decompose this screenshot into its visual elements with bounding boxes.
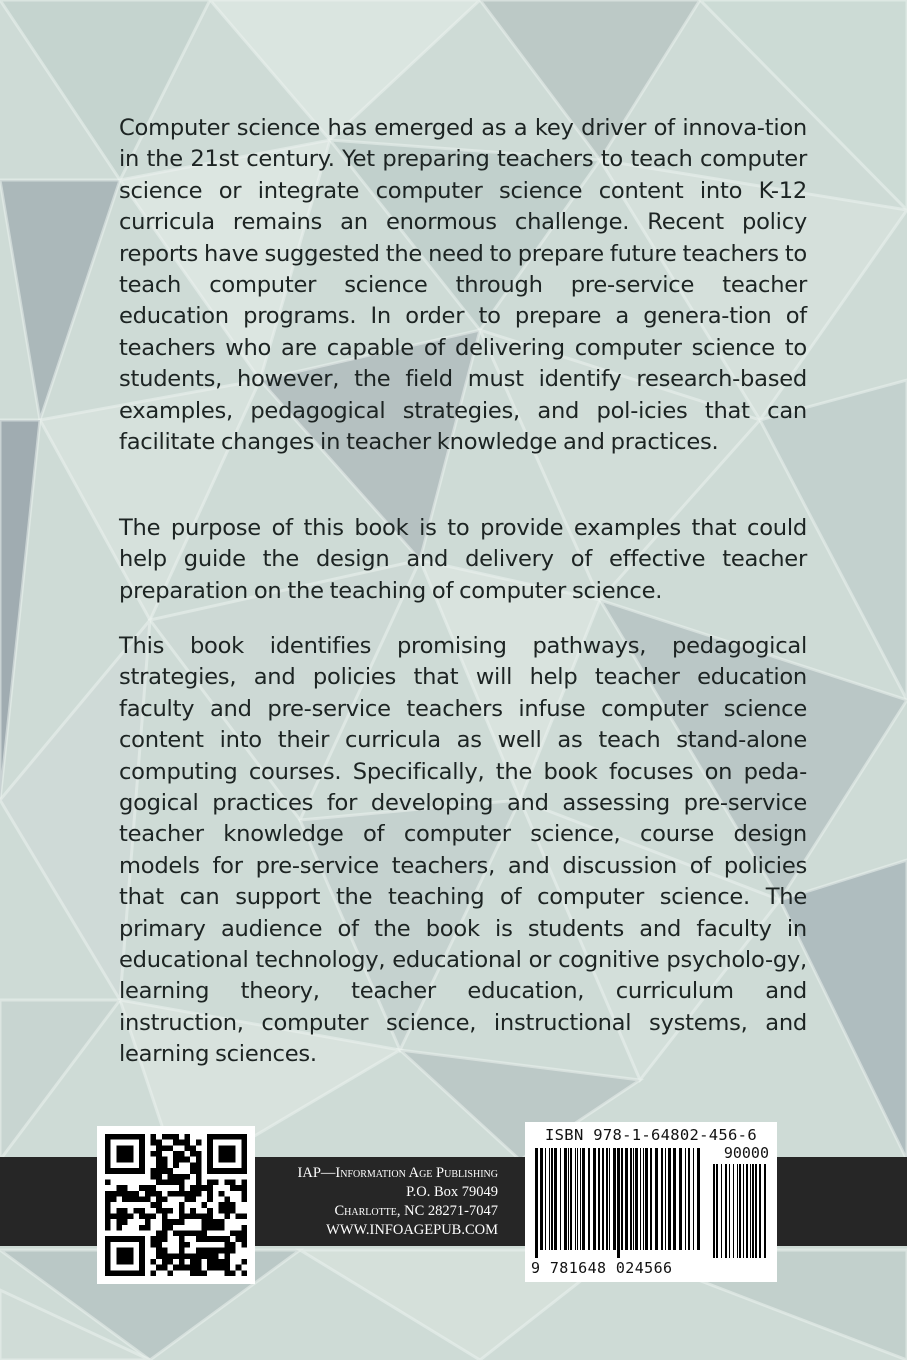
qr-code <box>97 1126 255 1284</box>
publisher-info <box>270 1164 498 1240</box>
isbn-barcode <box>525 1122 777 1282</box>
description-paragraph-1: Computer science has emerged as a key driver of innova-tion in the 21st century. Yet preparing teachers to teach computer science or integrate computer science content into K-12 curricula remains an enormous challenge. Recent policy reports have suggested the need to prepare future teachers to teach computer science through pre-service teacher education programs. In order to prepare a genera-tion of teachers who are capable of delivering computer science to students, however, the field must identify research-based examples, pedagogical strategies, and pol-icies that can facilitate changes in teacher knowledge and practices. <box>119 115 807 456</box>
publisher-city: Charlotte, NC 28271-7047 <box>334 1203 498 1219</box>
description-paragraph-3: This book identifies promising pathways, pedagogical strategies, and policies that will help teacher education faculty and pre-service teachers infuse computer science content into their curricula as well as teach stand-alone computing courses. Specifically, the book focuses on peda-gogical practices for developing and assessing pre-service teacher knowledge of computer science, course design models for pre-service teachers, and discussion of policies that can support the teaching of computer science. The primary audience of the book is students and faculty in educational technology, educational or cognitive psycholo-gy, learning theory, teacher education, curriculum and instruction, computer science, instructional systems, and learning sciences. <box>119 633 807 1068</box>
ean-digits: 9 781648 024566 <box>531 1259 673 1277</box>
isbn-label: ISBN 978-1-64802-456-6 <box>545 1126 757 1144</box>
qr-code-icon <box>105 1134 247 1276</box>
publisher-name: IAP—Information Age Publishing <box>297 1165 498 1181</box>
price-code: 90000 <box>723 1144 769 1162</box>
publisher-po-box: P.O. Box 79049 <box>406 1184 498 1200</box>
barcode-icon <box>533 1148 769 1258</box>
description-paragraph-2: The purpose of this book is to provide examples that could help guide the design and delivery of effective teacher preparation on the teaching of computer science. <box>119 515 807 604</box>
publisher-website[interactable]: WWW.INFOAGEPUB.COM <box>326 1222 498 1238</box>
